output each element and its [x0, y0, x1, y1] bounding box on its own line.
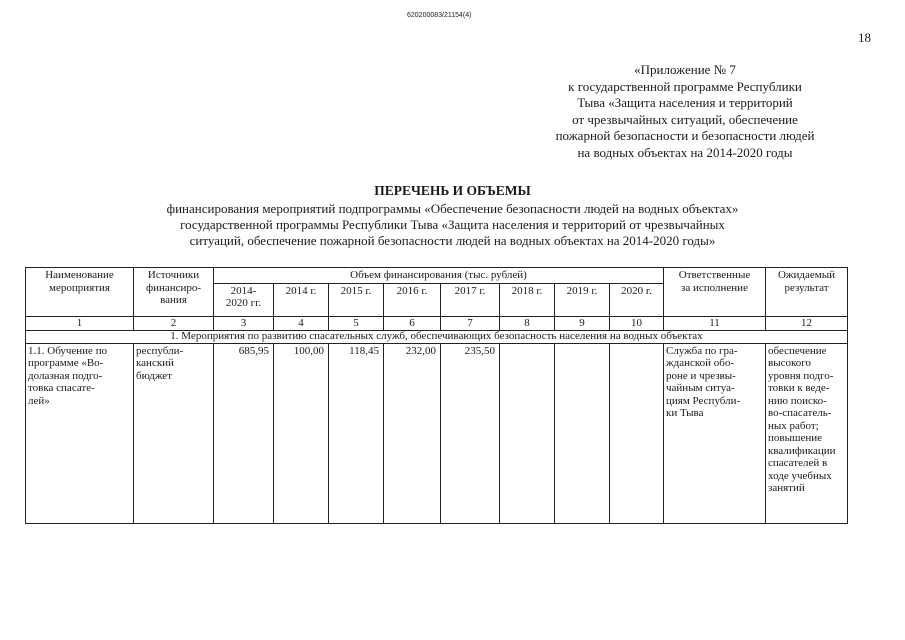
amount-2016: 232,00 [384, 343, 441, 523]
column-number: 10 [610, 316, 664, 330]
header-responsible: Ответственные за исполнение [664, 268, 766, 317]
header-year: 2018 г. [500, 283, 555, 316]
column-number: 6 [384, 316, 441, 330]
column-number: 4 [274, 316, 329, 330]
column-number: 7 [441, 316, 500, 330]
header-year: 2015 г. [329, 283, 384, 316]
appendix-line: к государственной программе Республики [568, 78, 802, 94]
column-number: 9 [555, 316, 610, 330]
amount-2020 [610, 343, 664, 523]
amount-2017: 235,50 [441, 343, 500, 523]
header-year: 2014- 2020 гг. [214, 283, 274, 316]
section-title: 1. Мероприятия по развитию спасательных служб, обеспечивающих безопасность населения на водных объектах [26, 330, 848, 343]
appendix-line: «Приложение № 7 [634, 62, 736, 77]
expected-result: обеспечение высокого уровня подго- товки к веде- нию поиско- во-спасатель- ных работ; повышение квалификации спасателей в ходе учебных занятий [766, 343, 848, 523]
column-number: 8 [500, 316, 555, 330]
header-year: 2014 г. [274, 283, 329, 316]
amount-2015: 118,45 [329, 343, 384, 523]
header-year: 2017 г. [441, 283, 500, 316]
document-code: 620200083/21154(4) [407, 12, 472, 19]
amount-2014: 100,00 [274, 343, 329, 523]
column-number: 3 [214, 316, 274, 330]
appendix-line: пожарной безопасности и безопасности людей [555, 128, 815, 143]
document-title: ПЕРЕЧЕНЬ И ОБЪЕМЫ [374, 183, 531, 198]
header-result: Ожидаемый результат [766, 268, 848, 317]
header-row-1 [26, 268, 848, 284]
column-number-row [26, 316, 848, 330]
subtitle-line: государственной программы Республики Тыва «Защита населения и территорий от чрезвычайных [180, 217, 725, 232]
appendix-line: на водных объектах на 2014-2020 годы [577, 144, 793, 160]
page-number: 18 [858, 30, 871, 45]
responsible-party: Служба по гра- жданской обо- роне и чрезвы- чайным ситуа- циям Республи- ки Тыва [664, 343, 766, 523]
column-number: 12 [766, 316, 848, 330]
header-year: 2016 г. [384, 283, 441, 316]
column-number: 11 [664, 316, 766, 330]
column-number: 2 [134, 316, 214, 330]
subtitle-line: финансирования мероприятий подпрограммы «Обеспечение безопасности людей на водных объектах» [166, 201, 739, 216]
header-volume: Объем финансирования (тыс. рублей) [214, 268, 664, 284]
header-year: 2019 г. [555, 283, 610, 316]
column-number: 1 [26, 316, 134, 330]
header-year: 2020 г. [610, 283, 664, 316]
appendix-line: Тыва «Защита населения и территорий [577, 95, 793, 110]
amount-2018 [500, 343, 555, 523]
activity-name: 1.1. Обучение по программе «Во- долазная подго- товка спасате- лей» [26, 343, 134, 523]
amount-2019 [555, 343, 610, 523]
appendix-line: от чрезвычайных ситуаций, обеспечение [572, 111, 798, 127]
funding-source: республи- канский бюджет [134, 343, 214, 523]
financing-table [25, 267, 848, 524]
section-row [26, 330, 848, 343]
subtitle-line: ситуаций, обеспечение пожарной безопасности людей на водных объектах на 2014-2020 годы» [189, 233, 716, 248]
appendix-heading [520, 62, 850, 161]
document-subtitle [100, 201, 805, 249]
column-number: 5 [329, 316, 384, 330]
table-row [26, 343, 848, 523]
amount-total: 685,95 [214, 343, 274, 523]
header-name: Наименование мероприятия [26, 268, 134, 317]
header-sources: Источники финансиро- вания [134, 268, 214, 317]
